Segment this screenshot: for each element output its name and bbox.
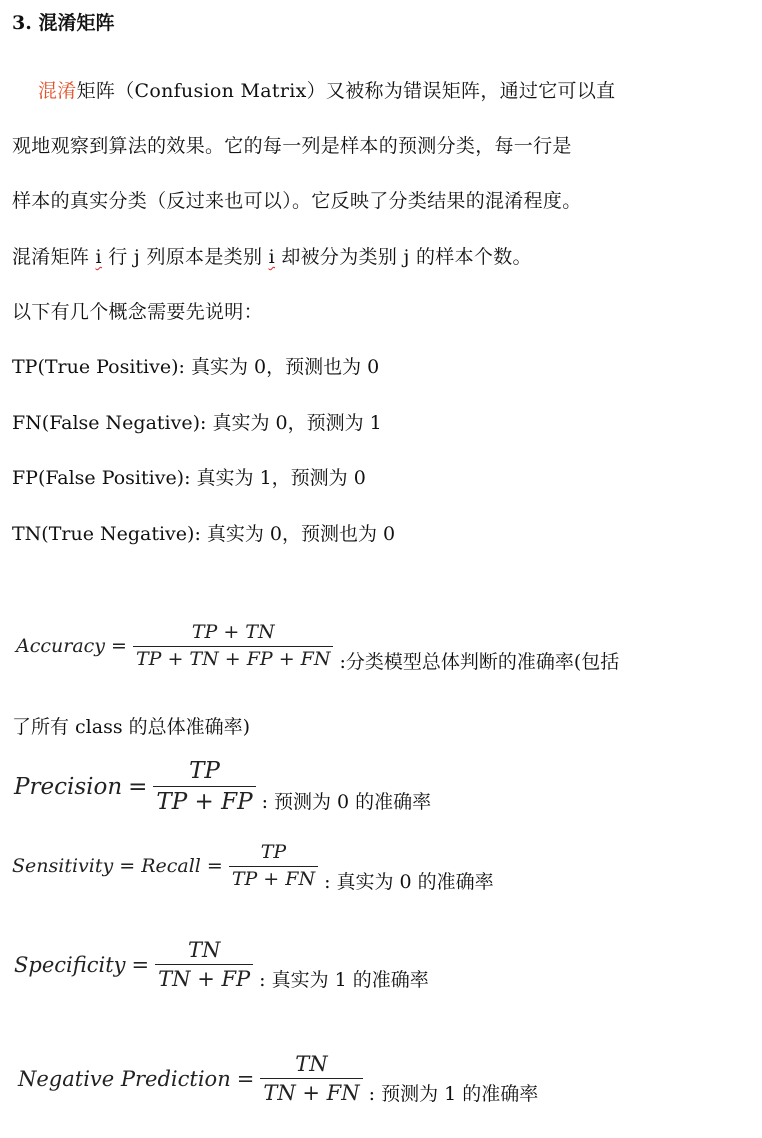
intro-accent-term: 混淆 <box>38 80 77 102</box>
sensitivity-fraction-bar <box>229 866 318 867</box>
negative-prediction-fraction <box>260 1052 362 1105</box>
negative-prediction-lhs: Negative Prediction <box>18 1066 231 1091</box>
precision-fraction <box>153 758 255 816</box>
accuracy-equals: = <box>111 635 127 658</box>
accuracy-fraction-bar <box>133 646 334 647</box>
specificity-fraction <box>155 938 253 991</box>
negative-prediction-equals: = <box>236 1066 255 1091</box>
precision-lhs: Precision <box>14 773 123 800</box>
negative-prediction-fraction-bar <box>260 1078 362 1079</box>
intro-line-2: 观地观察到算法的效果。它的每一列是样本的预测分类，每一行是 <box>12 135 572 157</box>
definition-fn: FN(False Negative): 真实为 0，预测为 1 <box>12 412 382 434</box>
intro-line-1 <box>38 76 615 103</box>
negative-prediction-denominator: TN + FN <box>263 1081 360 1106</box>
intro-line-4-i1: i <box>95 246 102 268</box>
sensitivity-description: : 真实为 0 的准确率 <box>324 870 494 893</box>
intro-line-4 <box>12 242 532 269</box>
precision-description: : 预测为 0 的准确率 <box>261 791 432 814</box>
accuracy-numerator: TP + TN <box>191 621 275 643</box>
intro-line-5: 以下有几个概念需要先说明： <box>12 301 263 323</box>
formula-precision <box>14 758 431 816</box>
sensitivity-numerator: TP <box>260 841 287 863</box>
negative-prediction-numerator: TN <box>295 1052 328 1076</box>
specificity-denominator: TN + FP <box>158 967 251 992</box>
formula-specificity <box>14 938 429 991</box>
accuracy-description: :分类模型总体判断的准确率(包括 <box>339 650 620 673</box>
specificity-lhs: Specificity <box>14 952 126 977</box>
intro-line-4-a: 混淆矩阵 <box>12 246 96 268</box>
specificity-description: : 真实为 1 的准确率 <box>259 969 429 992</box>
intro-line-4-c: 却被分为类别 j 的样本个数。 <box>274 246 532 268</box>
sensitivity-fraction <box>229 842 318 891</box>
specificity-equals: = <box>131 952 150 977</box>
section-heading: 3. 混淆矩阵 <box>12 12 115 34</box>
intro-line-4-b: 行 j 列原本是类别 <box>101 246 269 268</box>
sensitivity-lhs: Sensitivity = Recall <box>12 855 201 878</box>
intro-line-4-i2: i <box>268 246 275 268</box>
specificity-fraction-bar <box>155 964 253 965</box>
accuracy-description-cont: 了所有 class 的总体准确率) <box>12 716 251 738</box>
intro-line-3: 样本的真实分类（反过来也可以）。它反映了分类结果的混淆程度。 <box>12 190 582 212</box>
definition-fp: FP(False Positive): 真实为 1，预测为 0 <box>12 467 366 489</box>
precision-numerator: TP <box>189 758 220 784</box>
precision-fraction-bar <box>153 786 255 787</box>
accuracy-fraction <box>133 622 334 671</box>
specificity-numerator: TN <box>187 938 221 962</box>
negative-prediction-description: : 预测为 1 的准确率 <box>368 1083 539 1106</box>
precision-equals: = <box>128 773 148 800</box>
formula-sensitivity <box>12 842 494 891</box>
precision-denominator: TP + FP <box>156 789 253 816</box>
intro-line-1-text: 矩阵（Confusion Matrix）又被称为错误矩阵，通过它可以直 <box>76 80 616 102</box>
formula-accuracy <box>16 622 619 671</box>
definition-tp: TP(True Positive): 真实为 0，预测也为 0 <box>12 356 380 378</box>
accuracy-lhs: Accuracy <box>16 635 106 658</box>
accuracy-denominator: TP + TN + FP + FN <box>135 647 331 670</box>
definition-tn: TN(True Negative): 真实为 0，预测也为 0 <box>12 523 396 545</box>
formula-negative-prediction <box>18 1052 538 1105</box>
sensitivity-equals: = <box>206 855 223 878</box>
sensitivity-denominator: TP + FN <box>231 867 316 890</box>
